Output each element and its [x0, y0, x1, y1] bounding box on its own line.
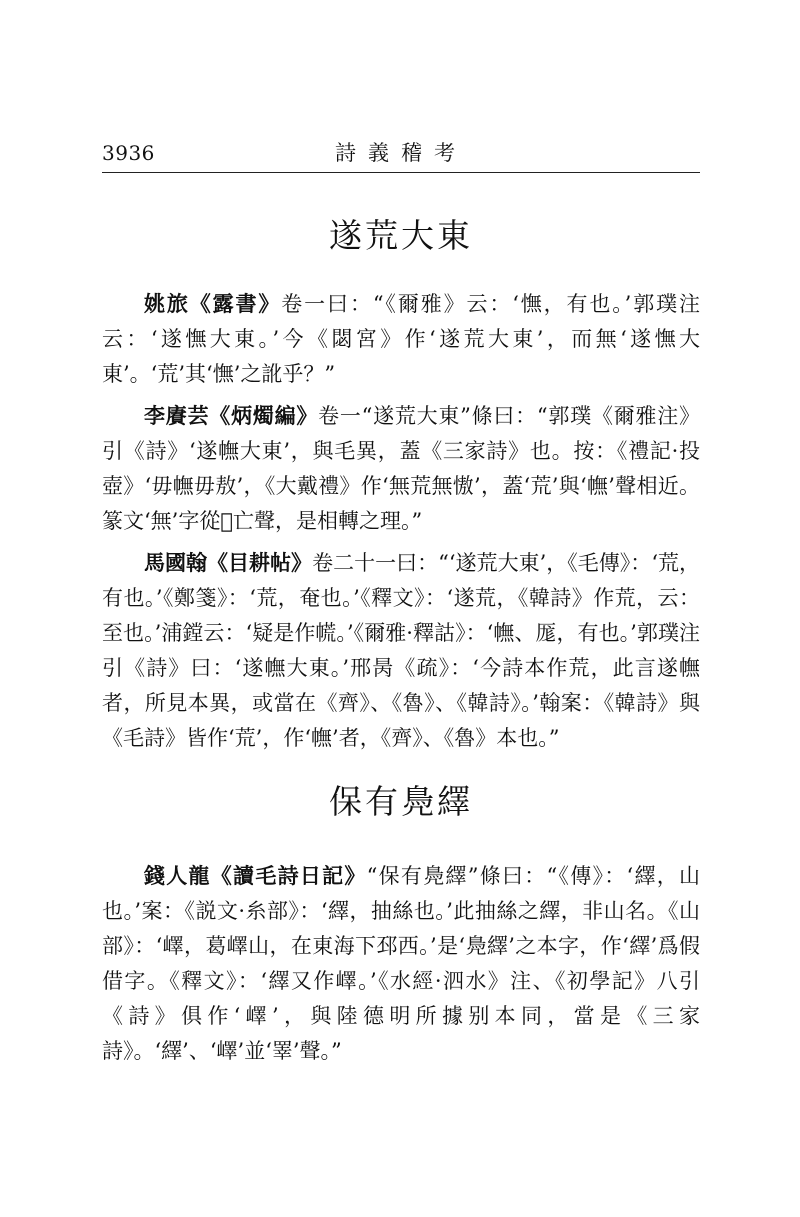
running-title: 詩義稽考: [335, 141, 467, 165]
citation-source: 姚旅《露書》: [144, 292, 282, 316]
citation-text: “保有鳧繹”條曰：“《傳》：‘繹，山也。’案：《説文·糸部》：‘繹，抽絲也。’此抽絲之繹，非山名。《山部》：‘嶧，葛嶧山，在東海下邳西。’是‘鳧繹’之本字，作‘繹’爲假借字。《釋文》：‘繹又作嶧。’《水經·泗水》注、《初學記》八引《詩》俱作‘嶧’，與陸德明所據别本同，當是《三家詩》。‘繹’、‘嶧’並‘睪’聲。”: [102, 864, 700, 1063]
citation-entry: [102, 859, 700, 1069]
citation-text: 卷一曰：“《爾雅》云：‘憮，有也。’郭璞注云：‘遂憮大東。’今《閟宮》作‘遂荒大東’，而無‘遂憮大東’。‘荒’其‘憮’之訛乎？”: [102, 292, 701, 386]
citation-source: 馬國翰《目耕帖》: [144, 551, 313, 575]
page-header: [102, 139, 700, 171]
citation-entry: [102, 546, 700, 756]
section-title: 遂荒大東: [329, 216, 473, 255]
citation-source: 李賡芸《炳燭編》: [144, 404, 319, 428]
section-title: 保有鳧繹: [329, 782, 473, 821]
citation-entry: [102, 287, 700, 392]
citation-text: 卷一“遂荒大東”條曰：“郭璞《爾雅注》引《詩》‘遂幠大東’，與毛異，蓋《三家詩》也。按：《禮記·投壺》‘毋幠毋敖’，《大戴禮》作‘無荒無慠’，蓋‘荒’與‘幠’聲相近。篆文‘無’字從𣞤亡聲，是相轉之理。”: [102, 404, 700, 533]
header-rule: [102, 172, 700, 173]
citation-entry: [102, 399, 700, 539]
citation-text: 卷二十一曰：“‘遂荒大東’，《毛傳》：‘荒，有也。’《鄭箋》：‘荒，奄也。’《釋文》：‘遂荒，《韓詩》作荒，云：至也。’浦鏜云：‘疑是作㡛。’《爾雅·釋詁》：‘幠、厖，有也。’郭璞注引《詩》曰：‘遂幠大東。’邢昺《疏》：‘今詩本作荒，此言遂幠者，所見本異，或當在《齊》、《魯》、《韓詩》。’翰案：《韓詩》與《毛詩》皆作‘荒’，作‘幠’者，《齊》、《魯》本也。”: [102, 551, 701, 750]
page-number: 3936: [102, 141, 155, 165]
page-body: [102, 212, 700, 1076]
citation-source: 錢人龍《讀毛詩日記》: [144, 864, 367, 888]
